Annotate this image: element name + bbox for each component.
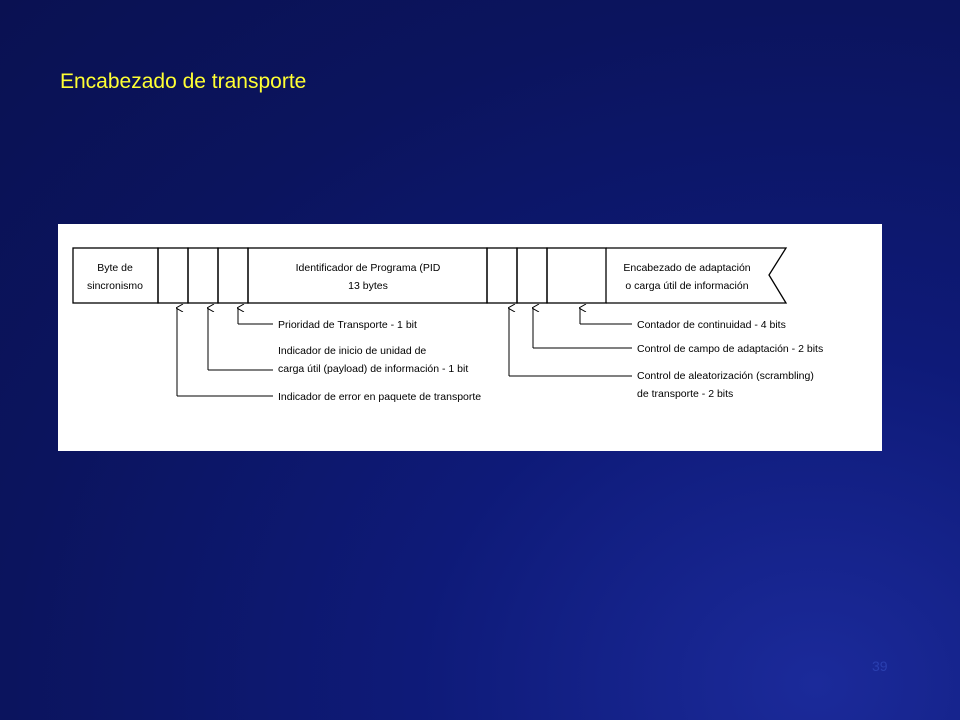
diagram-canvas	[58, 224, 882, 451]
continuity-counter-field	[547, 248, 606, 303]
continuity-label: Contador de continuidad - 4 bits	[637, 319, 786, 331]
scrambling-label-2: de transporte - 2 bits	[637, 388, 734, 400]
priority-field	[218, 248, 248, 303]
adaptation-control-label: Control de campo de adaptación - 2 bits	[637, 343, 824, 355]
pid-field	[248, 248, 487, 303]
payload-start-label-2: carga útil (payload) de información - 1 bit	[278, 363, 469, 375]
pid-label-2: 13 bytes	[348, 280, 388, 292]
adaptation-control-field	[517, 248, 547, 303]
scrambling-label-1: Control de aleatorización (scrambling)	[637, 370, 814, 382]
pid-label-1: Identificador de Programa (PID	[295, 262, 441, 274]
adaptation-label-1: Encabezado de adaptación	[623, 262, 751, 274]
packet-fields	[73, 248, 786, 303]
payload-start-field	[188, 248, 218, 303]
scrambling-field	[487, 248, 517, 303]
sync-byte-field	[73, 248, 158, 303]
sync-byte-label-1: Byte de	[97, 262, 133, 274]
page-number: 39	[872, 658, 888, 674]
error-indicator-field	[158, 248, 188, 303]
error-indicator-label: Indicador de error en paquete de transporte	[278, 391, 482, 403]
adaptation-payload-field	[606, 248, 786, 303]
slide-title: Encabezado de transporte	[60, 70, 307, 93]
priority-label: Prioridad de Transporte - 1 bit	[278, 319, 417, 331]
transport-header-diagram	[58, 224, 882, 451]
sync-byte-label-2: sincronismo	[86, 280, 144, 292]
adaptation-label-2: o carga útil de información	[625, 280, 749, 292]
payload-start-label-1: Indicador de inicio de unidad de	[278, 345, 427, 357]
